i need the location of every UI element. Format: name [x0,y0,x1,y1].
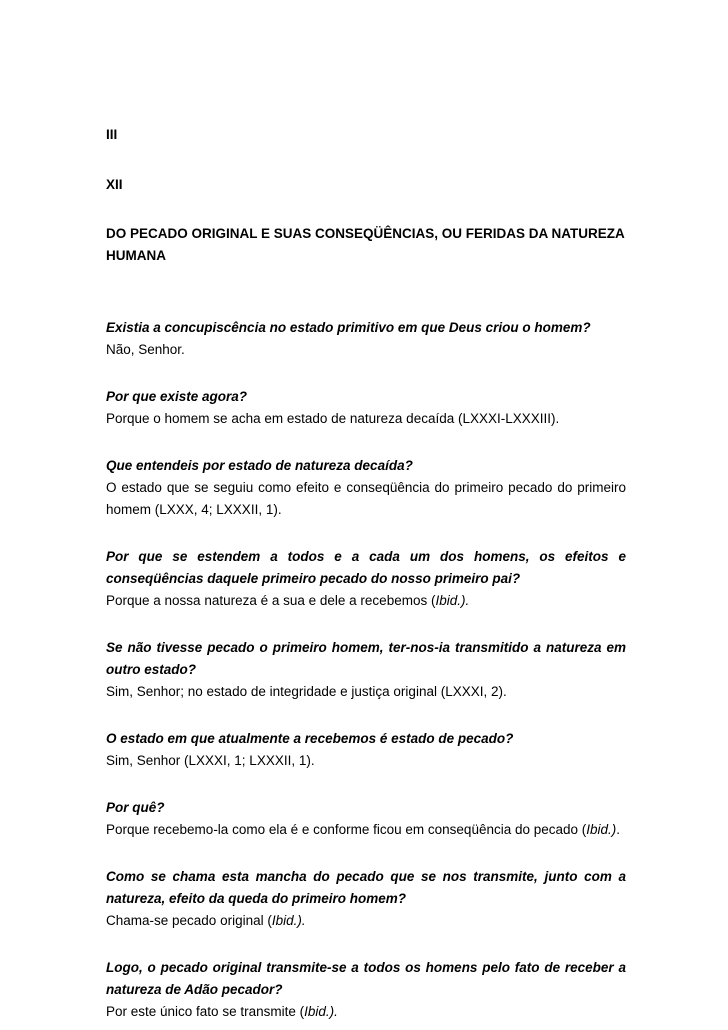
question-4-line-1: Por que se estendem a todos e a cada um dos homens, os efeitos e [106,549,626,564]
question-8-line-1: Como se chama esta mancha do pecado que se nos transmite, junto com a [106,869,626,884]
question-5-line-1: Se não tivesse pecado o primeiro homem, ter-nos-ia transmitido a natureza em [106,640,626,655]
chapter-number: XII [106,177,123,192]
question-9-line-1: Logo, o pecado original transmite-se a todos os homens pelo fato de receber a [106,960,626,975]
question-3: Que entendeis por estado de natureza decaída? [106,458,413,473]
question-5-line-2: outro estado? [106,662,196,677]
answer-2: Porque o homem se acha em estado de natureza decaída (LXXXI-LXXXIII). [106,411,560,426]
answer-4-ibid: Ibid.). [435,593,470,608]
answer-6: Sim, Senhor (LXXXI, 1; LXXXII, 1). [106,753,315,768]
answer-3-line-1: O estado que se seguiu como efeito e conseqüência do primeiro pecado do primeiro [106,480,626,495]
question-1: Existia a concupiscência no estado primitivo em que Deus criou o homem? [106,320,591,335]
answer-1: Não, Senhor. [106,342,185,357]
question-6: O estado em que atualmente a recebemos é estado de pecado? [106,731,514,746]
answer-7 [106,819,626,841]
answer-4 [106,590,626,612]
answer-4-text: Porque a nossa natureza é a sua e dele a recebemos ( [106,593,436,608]
answer-9-text: Por este único fato se transmite ( [106,1004,305,1019]
answer-5: Sim, Senhor; no estado de integridade e justiça original (LXXXI, 2). [106,684,507,699]
part-number: III [106,127,118,142]
answer-9 [106,1001,626,1023]
answer-8-ibid: Ibid.). [271,913,306,928]
chapter-title-line-2: HUMANA [106,248,166,263]
answer-9-ibid: Ibid.). [304,1004,338,1019]
answer-8 [106,910,626,932]
answer-7-tail: . [616,822,621,837]
answer-7-ibid: Ibid.) [586,822,617,837]
chapter-title-line-1: DO PECADO ORIGINAL E SUAS CONSEQÜÊNCIAS, OU FERIDAS DA NATUREZA [106,226,625,241]
document-page [106,124,626,1023]
question-9-line-2: natureza de Adão pecador? [106,982,283,997]
question-7: Por quê? [106,800,165,815]
answer-3-line-2: homem (LXXX, 4; LXXXII, 1). [106,502,282,517]
question-4-line-2: conseqüências daquele primeiro pecado do nosso primeiro pai? [106,571,521,586]
answer-7-text: Porque recebemo-la como ela é e conforme ficou em conseqüência do pecado ( [106,822,587,837]
question-2: Por que existe agora? [106,389,248,404]
answer-8-text: Chama-se pecado original ( [106,913,272,928]
question-8-line-2: natureza, efeito da queda do primeiro homem? [106,891,407,906]
